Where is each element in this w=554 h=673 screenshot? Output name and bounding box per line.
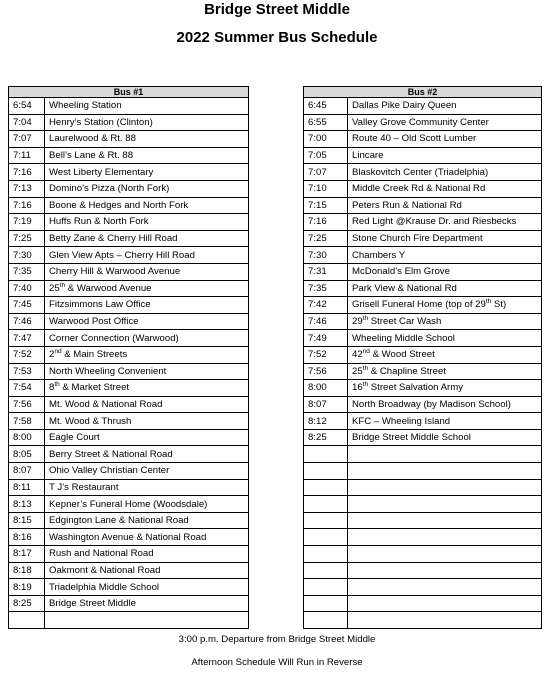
table-row (304, 612, 542, 629)
table-row (9, 346, 249, 363)
table-row (9, 214, 249, 231)
stop-location: Blaskovitch Center (Triadelphia) (348, 164, 542, 181)
stop-location: T J’s Restaurant (45, 479, 249, 496)
table-row (304, 280, 542, 297)
stop-location (348, 612, 542, 629)
stop-location: Washington Avenue & National Road (45, 529, 249, 546)
bus-1-stops (9, 98, 249, 629)
table-row (9, 562, 249, 579)
table-row (304, 463, 542, 480)
stop-location (348, 562, 542, 579)
stop-location: 16th Street Salvation Army (348, 380, 542, 397)
table-row (9, 313, 249, 330)
stop-location: Boone & Hedges and North Fork (45, 197, 249, 214)
stop-location: Lincare (348, 147, 542, 164)
table-row (304, 546, 542, 563)
stop-time: 8:25 (304, 429, 348, 446)
table-row (304, 363, 542, 380)
stop-time (304, 562, 348, 579)
stop-location (348, 479, 542, 496)
stop-time: 8:15 (9, 512, 45, 529)
table-row (9, 197, 249, 214)
stop-location: Red Light @Krause Dr. and Riesbecks (348, 214, 542, 231)
stop-time (304, 612, 348, 629)
stop-time: 7:07 (9, 131, 45, 148)
table-row (9, 579, 249, 596)
stop-time: 7:30 (304, 247, 348, 264)
stop-time: 7:52 (9, 346, 45, 363)
stop-time: 7:15 (304, 197, 348, 214)
afternoon-note: Afternoon Schedule Will Run in Reverse (191, 657, 363, 668)
stop-time (304, 446, 348, 463)
table-row (9, 496, 249, 513)
table-row (304, 180, 542, 197)
stop-time: 7:04 (9, 114, 45, 131)
table-row (9, 280, 249, 297)
stop-time: 7:35 (9, 263, 45, 280)
stop-location: 25th & Warwood Avenue (45, 280, 249, 297)
table-row (9, 180, 249, 197)
table-row (304, 230, 542, 247)
stop-location: North Broadway (by Madison School) (348, 396, 542, 413)
stop-location: Grisell Funeral Home (top of 29th St) (348, 297, 542, 314)
table-row (9, 612, 249, 629)
stop-time: 7:46 (9, 313, 45, 330)
stop-time: 6:55 (304, 114, 348, 131)
stop-time: 7:58 (9, 413, 45, 430)
table-row (304, 346, 542, 363)
bus-2-stops (304, 98, 542, 629)
stop-location: Dallas Pike Dairy Queen (348, 98, 542, 115)
stop-location: Oakmont & National Road (45, 562, 249, 579)
stop-time: 7:47 (9, 330, 45, 347)
stop-time (9, 612, 45, 629)
stop-time (304, 579, 348, 596)
table-row (9, 529, 249, 546)
stop-location: Wheeling Station (45, 98, 249, 115)
stop-time: 8:17 (9, 546, 45, 563)
ordinal-suffix: th (59, 281, 66, 289)
stop-time: 7:16 (9, 164, 45, 181)
stop-location: West Liberty Elementary (45, 164, 249, 181)
stop-time: 7:30 (9, 247, 45, 264)
stop-location: KFC – Wheeling Island (348, 413, 542, 430)
stop-location: Laurelwood & Rt. 88 (45, 131, 249, 148)
stop-location: Peters Run & National Rd (348, 197, 542, 214)
stop-time: 7:35 (304, 280, 348, 297)
stop-location: Betty Zane & Cherry Hill Road (45, 230, 249, 247)
stop-location: 8th & Market Street (45, 380, 249, 397)
stop-time (304, 479, 348, 496)
table-row (304, 197, 542, 214)
table-row (9, 446, 249, 463)
stop-time: 7:00 (304, 131, 348, 148)
stop-time: 7:07 (304, 164, 348, 181)
stop-time: 7:52 (304, 346, 348, 363)
table-row (304, 297, 542, 314)
stop-time: 8:19 (9, 579, 45, 596)
table-row (9, 263, 249, 280)
stop-location (348, 529, 542, 546)
table-row (9, 463, 249, 480)
stop-time: 7:05 (304, 147, 348, 164)
stop-time: 8:11 (9, 479, 45, 496)
schedule-title: 2022 Summer Bus Schedule (176, 29, 378, 46)
table-row (9, 546, 249, 563)
stop-location (348, 496, 542, 513)
stop-location (348, 446, 542, 463)
stop-location: Fitzsimmons Law Office (45, 297, 249, 314)
stop-time (304, 529, 348, 546)
stop-location: 29th Street Car Wash (348, 313, 542, 330)
stop-location: Glen View Apts – Cherry Hill Road (45, 247, 249, 264)
stop-time: 7:56 (9, 396, 45, 413)
stop-location: McDonald’s Elm Grove (348, 263, 542, 280)
stop-time: 8:13 (9, 496, 45, 513)
table-row (304, 479, 542, 496)
stop-time: 6:54 (9, 98, 45, 115)
table-row (9, 413, 249, 430)
table-row (304, 413, 542, 430)
table-row (9, 297, 249, 314)
table-row (304, 147, 542, 164)
stop-location: Domino’s Pizza (North Fork) (45, 180, 249, 197)
stop-time (304, 496, 348, 513)
stop-time: 8:00 (304, 380, 348, 397)
stop-location: Edgington Lane & National Road (45, 512, 249, 529)
stop-time: 7:10 (304, 180, 348, 197)
ordinal-suffix: th (54, 381, 60, 389)
ordinal-suffix: th (362, 314, 369, 322)
stop-location: Corner Connection (Warwood) (45, 330, 249, 347)
table-row (304, 131, 542, 148)
stop-time: 7:40 (9, 280, 45, 297)
bus-2-heading: Bus #2 (304, 87, 542, 98)
table-row (304, 313, 542, 330)
table-row (9, 363, 249, 380)
table-row (9, 380, 249, 397)
stop-time: 8:00 (9, 429, 45, 446)
table-row (304, 429, 542, 446)
table-row (9, 330, 249, 347)
stop-location: Chambers Y (348, 247, 542, 264)
stop-time: 7:25 (9, 230, 45, 247)
stop-location (348, 595, 542, 612)
stop-location: Bridge Street Middle School (348, 429, 542, 446)
stop-time: 7:49 (304, 330, 348, 347)
table-row (304, 214, 542, 231)
stop-time (304, 546, 348, 563)
bus-2-table (303, 86, 542, 629)
stop-location: 25th & Chapline Street (348, 363, 542, 380)
stop-location: Cherry Hill & Warwood Avenue (45, 263, 249, 280)
stop-time: 8:18 (9, 562, 45, 579)
stop-time: 7:46 (304, 313, 348, 330)
table-row (304, 98, 542, 115)
stop-time: 8:05 (9, 446, 45, 463)
table-row (304, 164, 542, 181)
stop-location: Rush and National Road (45, 546, 249, 563)
stop-time: 7:19 (9, 214, 45, 231)
stop-location (348, 546, 542, 563)
ordinal-suffix: nd (362, 348, 370, 356)
stop-location: Warwood Post Office (45, 313, 249, 330)
stop-location: Middle Creek Rd & National Rd (348, 180, 542, 197)
stop-time (304, 512, 348, 529)
table-row (9, 479, 249, 496)
table-row (304, 595, 542, 612)
table-row (9, 98, 249, 115)
stop-time: 7:16 (304, 214, 348, 231)
table-row (9, 595, 249, 612)
table-row (9, 429, 249, 446)
stop-location: Mt. Wood & National Road (45, 396, 249, 413)
stop-time: 7:54 (9, 380, 45, 397)
stop-location: Bell’s Lane & Rt. 88 (45, 147, 249, 164)
stop-time: 7:42 (304, 297, 348, 314)
ordinal-suffix: th (362, 364, 369, 372)
stop-time: 7:16 (9, 197, 45, 214)
stop-time: 8:12 (304, 413, 348, 430)
table-row (304, 579, 542, 596)
stop-location: Wheeling Middle School (348, 330, 542, 347)
stop-time: 8:07 (9, 463, 45, 480)
stop-location: Eagle Court (45, 429, 249, 446)
table-row (304, 263, 542, 280)
table-row (9, 512, 249, 529)
stop-time (304, 463, 348, 480)
stop-location (348, 463, 542, 480)
table-row (9, 147, 249, 164)
ordinal-suffix: th (362, 381, 369, 389)
stop-location: North Wheeling Convenient (45, 363, 249, 380)
table-row (304, 380, 542, 397)
stop-time: 7:11 (9, 147, 45, 164)
table-row (304, 396, 542, 413)
stop-location: Bridge Street Middle (45, 595, 249, 612)
ordinal-suffix: nd (54, 348, 62, 356)
table-row (9, 114, 249, 131)
table-row (304, 529, 542, 546)
stop-location: Berry Street & National Road (45, 446, 249, 463)
stop-time: 7:45 (9, 297, 45, 314)
school-title: Bridge Street Middle (204, 1, 350, 18)
table-row (304, 512, 542, 529)
stop-time (304, 595, 348, 612)
stop-location: Kepner’s Funeral Home (Woodsdale) (45, 496, 249, 513)
table-row (9, 131, 249, 148)
stop-time: 7:31 (304, 263, 348, 280)
stop-location (348, 512, 542, 529)
table-row (9, 247, 249, 264)
table-row (304, 562, 542, 579)
stop-time: 8:16 (9, 529, 45, 546)
stop-location: Ohio Valley Christian Center (45, 463, 249, 480)
stop-time: 7:56 (304, 363, 348, 380)
stop-time: 7:25 (304, 230, 348, 247)
table-row (304, 446, 542, 463)
table-row (304, 496, 542, 513)
table-row (304, 330, 542, 347)
bus-1-heading: Bus #1 (9, 87, 249, 98)
stop-time: 7:53 (9, 363, 45, 380)
stop-location: Henry’s Station (Clinton) (45, 114, 249, 131)
stop-location: Park View & National Rd (348, 280, 542, 297)
table-row (9, 164, 249, 181)
stop-location: 2nd & Main Streets (45, 346, 249, 363)
stop-location: Huffs Run & North Fork (45, 214, 249, 231)
stop-location (45, 612, 249, 629)
stop-location: Valley Grove Community Center (348, 114, 542, 131)
stop-time: 8:07 (304, 396, 348, 413)
table-row (9, 396, 249, 413)
table-row (9, 230, 249, 247)
stop-location: Stone Church Fire Department (348, 230, 542, 247)
stop-time: 7:13 (9, 180, 45, 197)
stop-location: Triadelphia Middle School (45, 579, 249, 596)
bus-1-table (8, 86, 249, 629)
stop-location: Route 40 – Old Scott Lumber (348, 131, 542, 148)
stop-time: 8:25 (9, 595, 45, 612)
table-row (304, 114, 542, 131)
stop-location: Mt. Wood & Thrush (45, 413, 249, 430)
ordinal-suffix: th (485, 298, 492, 306)
stop-location (348, 579, 542, 596)
stop-location: 42nd & Wood Street (348, 346, 542, 363)
departure-note: 3:00 p.m. Departure from Bridge Street Middle (178, 634, 376, 645)
stop-time: 6:45 (304, 98, 348, 115)
table-row (304, 247, 542, 264)
